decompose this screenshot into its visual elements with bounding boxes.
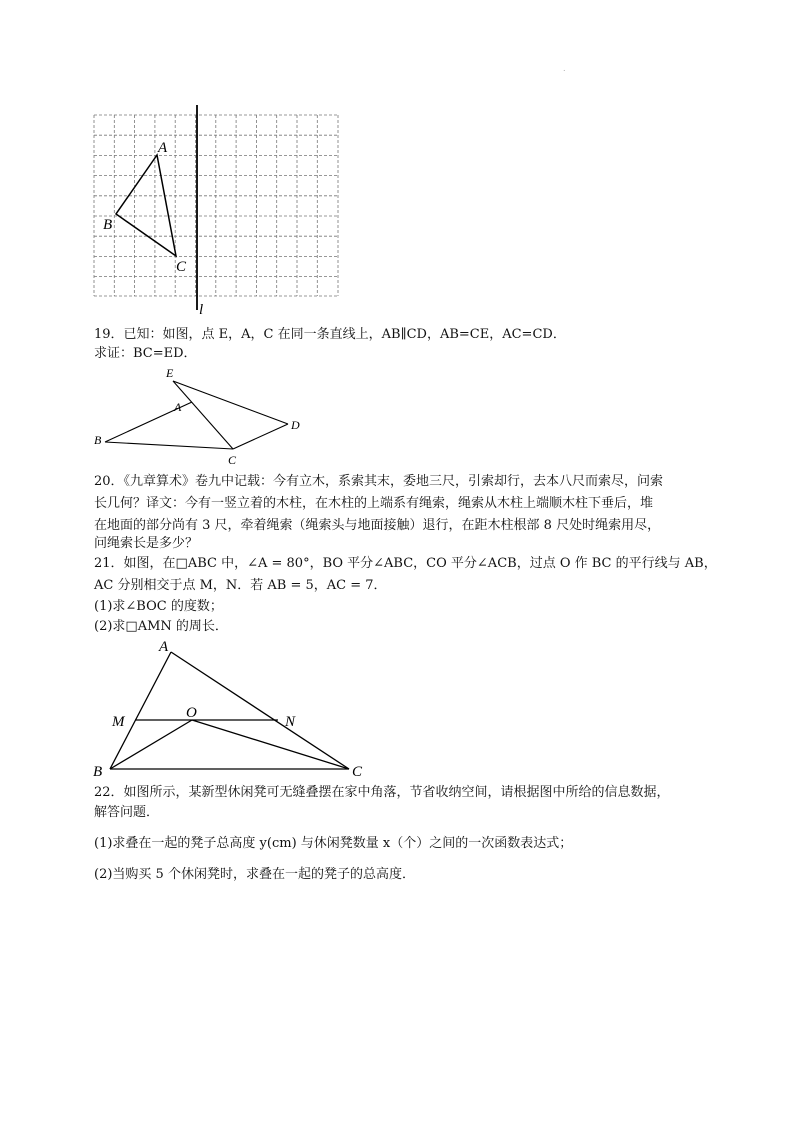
label-a: A bbox=[158, 140, 168, 156]
triangle-abc bbox=[116, 155, 176, 256]
label-d: D bbox=[291, 418, 300, 432]
label-a2: A bbox=[174, 400, 182, 414]
line-bc bbox=[105, 442, 233, 449]
q20-line2: 长几何？译文：今有一竖立着的木柱，在木柱的上端系有绳索，绳索从木柱上端顺木柱下垂后，堆 bbox=[94, 496, 654, 511]
label-e: E bbox=[166, 366, 174, 380]
q22-part1: (1)求叠在一起的凳子总高度 y(cm) 与休闲凳数量 x（个）之间的一次函数表达式； bbox=[94, 836, 573, 851]
grid-lines bbox=[94, 115, 338, 296]
q21-part2: (2)求□AMN 的周长． bbox=[94, 619, 228, 634]
label-l: l bbox=[199, 302, 204, 318]
q19-line2: 求证：BC=ED． bbox=[94, 346, 197, 361]
line-cd bbox=[233, 424, 288, 449]
q19-figure bbox=[90, 364, 315, 470]
label-b3: B bbox=[93, 764, 103, 780]
q21-figure bbox=[90, 636, 380, 782]
label-a3: A bbox=[159, 639, 169, 655]
q20-line1: 20．《九章算术》卷九中记载：今有立木，系索其末，委地三尺，引索却行，去本八尺而索尽，问索 bbox=[94, 474, 664, 489]
label-n: N bbox=[285, 714, 296, 730]
label-b2: B bbox=[94, 433, 102, 447]
label-c2: C bbox=[228, 453, 237, 467]
grid-figure bbox=[90, 105, 350, 320]
q19-line1: 19．已知：如图，点 E，A，C 在同一条直线上，AB∥CD，AB=CE，AC=CD． bbox=[94, 327, 566, 342]
segment-oc bbox=[192, 720, 349, 769]
side-ac bbox=[171, 652, 349, 769]
corner-mark: . bbox=[563, 64, 566, 73]
q22-part2: (2)当购买 5 个休闲凳时，求叠在一起的凳子的总高度． bbox=[94, 867, 415, 882]
q21-part1: (1)求∠BOC 的度数； bbox=[94, 599, 223, 614]
label-o: O bbox=[186, 705, 197, 721]
q21-line2: AC 分别相交于点 M，N．若 AB = 5，AC = 7． bbox=[94, 578, 387, 593]
q22-line2: 解答问题． bbox=[94, 805, 160, 820]
q20-line3: 在地面的部分尚有 3 尺，牵着绳索（绳索头与地面接触）退行，在距木柱根部 8 尺处时绳索用尽， bbox=[94, 518, 661, 533]
q21-line1: 21．如图，在□ABC 中，∠A = 80°，BO 平分∠ABC，CO 平分∠ACB，过点 O 作 BC 的平行线与 AB， bbox=[94, 556, 717, 571]
label-c3: C bbox=[352, 764, 363, 780]
q22-line1: 22．如图所示，某新型休闲凳可无缝叠摆在家中角落，节省收纳空间，请根据图中所给的信息数据， bbox=[94, 785, 670, 800]
q20-line4: 问绳索长是多少？ bbox=[94, 536, 199, 551]
label-m: M bbox=[112, 714, 125, 730]
label-b: B bbox=[103, 217, 113, 233]
line-ec bbox=[173, 381, 233, 449]
label-c: C bbox=[176, 259, 187, 275]
